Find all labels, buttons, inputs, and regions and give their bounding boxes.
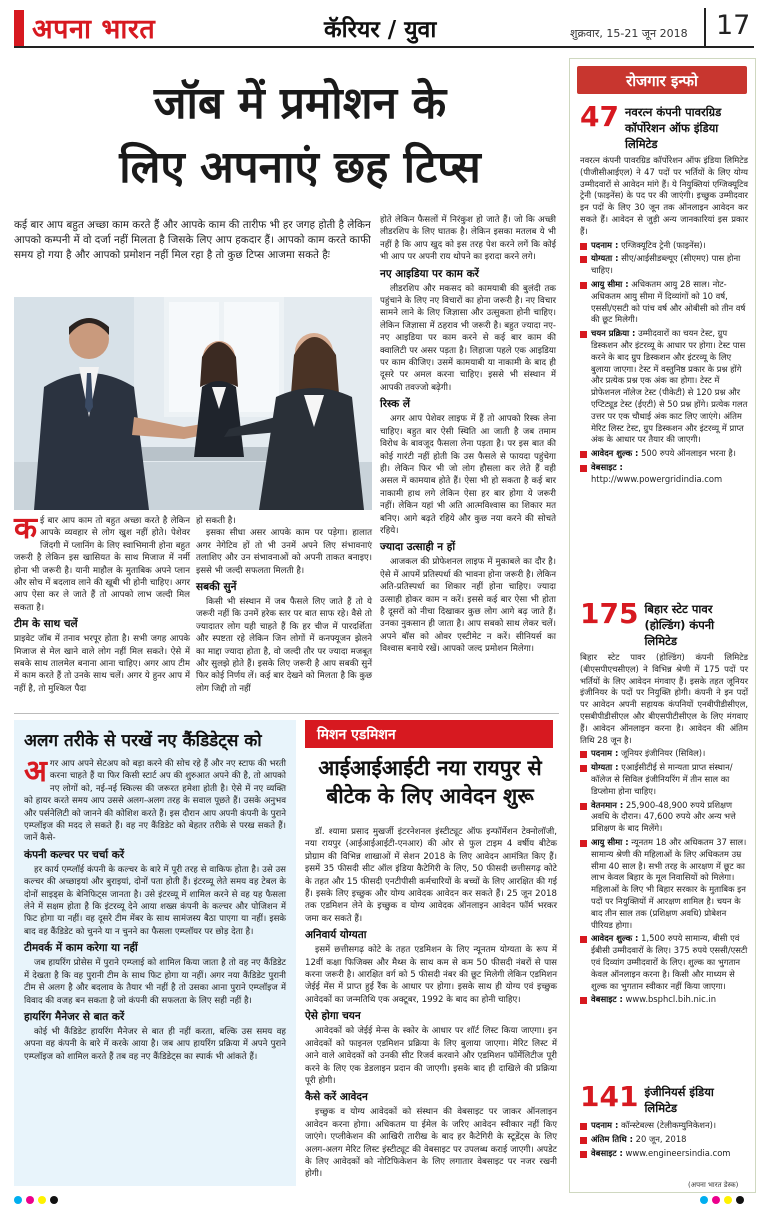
detail-label: आवेदन शुल्क : (591, 448, 639, 459)
sidebar-title: रोजगार इन्फो (577, 66, 747, 94)
job-count: 175 (580, 597, 639, 630)
detail-value: सीए/आईसीडब्ल्यूए (सीएमए) पास होना चाहिए। (591, 253, 741, 276)
detail-label: योग्यता : (591, 253, 619, 264)
bullet-icon (580, 936, 587, 943)
job-detail-item (580, 462, 748, 486)
article-column-1 (14, 511, 190, 695)
detail-label: पदनाम : (591, 239, 619, 250)
detail-value: 500 रुपये ऑनलाइन भरना है। (641, 448, 736, 459)
job-description: बिहार स्टेट पावर (होल्डिंग) कंपनी लिमिटेड (बीएसपीएचसीएल) ने विभिन्न श्रेणी में 175 पदों पर भर्तियों के लिए आवेदन मंगवाए हैं। इसके तहत जूनियर इंजीनियर के पदों पर नियुक्ति होगी। कंपनी ने इन पदों पर आवेदन अपनी सहायक कंपनियों एनबीपीडीसीएल, एसबीपीडीसीएल और बीएसपीटीसीएल के लिए मंगवाए हैं। आवेदन ऑनलाइन करना है। आवेदन की अंतिम तिथि 28 जून है। (580, 652, 748, 745)
subheading-listen: सबकी सुनें (196, 581, 237, 594)
article-paragraph: इच्छुक व योग्य आवेदकों को संस्थान की वेबसाइट पर जाकर ऑनलाइन आवेदन करना होगा। अधिकतम या ईमेल के जरिए आवेदन स्वीकार नहीं किए जाएंगे। एप्लीकेशन की आखिरी तारीख के बाद हर कैटेगिरी के स्टूडेंट्स के लिए अलग-अलग मेरिट लिस्ट इंस्टीट्यूट की वेबसाइट पर उपलब्ध कराई जाएगी। अपडेट के लिए आवेदकों को नोटिफिकेशन के लिए लगातार वेबसाइट पर नजर रखनी होगी। (305, 1107, 557, 1180)
masthead-divider (704, 8, 706, 48)
job-detail-item (580, 837, 748, 931)
subheading-selection: ऐसे होगा चयन (305, 1010, 361, 1023)
bullet-icon (580, 331, 587, 338)
bullet-icon (580, 751, 587, 758)
detail-label: पदनाम : (591, 1120, 619, 1130)
article-paragraph: लीडरशिप और मकसद को कामयाबी की बुलंदी तक पहुंचाने के लिए नए विचारों का होना जरूरी है। नए विचार सामने लाने के लिए जिज्ञासा और उत्सुकता होनी चाहिए। लेकिन जिज्ञासा में ठहराव भी जरूरी है। बहुत ज्यादा नए-नए आइडिया पर काम करने से कई बार काम की क्वालिटी पर असर पड़ता है। लिहाजा पहले एक आइडिया पर काम कीजिए। उसमें कामयाबी या नाकामी के बाद ही दूसरे पर अमल करना चाहिए। इससे भी संस्थान में आपकी तवज्जो बढ़ेगी। (380, 283, 556, 393)
detail-value: 1,500 रुपये सामान्य, बीसी एवं ईबीसी उम्मीदवारों के लिए। 375 रुपये एससी/एसटी एवं दिव्यांग उम्मीदवारों के लिए। शुल्क का भुगतान केवल ऑनलाइन करना है। किसी और माध्यम से शुल्क का भुगतान स्वीकार नहीं किया जाएगा। (591, 933, 748, 991)
job-detail-item (580, 253, 748, 277)
drop-cap: क (14, 511, 38, 546)
headline-line-1: जॉब में प्रमोशन के (153, 78, 447, 129)
job-detail-item (580, 994, 748, 1006)
job-detail-item (580, 448, 748, 460)
job-title: बिहार स्टेट पावर (होल्डिंग) कंपनी लिमिटेड (644, 602, 715, 648)
job-details (580, 748, 748, 1006)
section-title: कॅरियर / युवा (324, 16, 437, 43)
article-column-3 (380, 214, 556, 656)
main-headline (40, 72, 560, 200)
detail-label: आवेदन शुल्क : (591, 933, 639, 944)
detail-label: पदनाम : (591, 748, 619, 759)
detail-label: आयु सीमा : (591, 836, 629, 847)
mission-headline: आईआईआईटी नया रायपुर से बीटेक के लिए आवेदन शुरू (318, 755, 542, 808)
job-detail-item (580, 1120, 748, 1132)
print-color-marks (14, 1196, 58, 1204)
bullet-icon (580, 997, 587, 1004)
subheading-how-to-apply: कैसे करें आवेदन (305, 1091, 368, 1104)
subheading-teamwork: टीमवर्क में काम करेगा या नहीं (24, 942, 138, 955)
box-headline: अलग तरीके से परखें नए कैंडिडेट्स को (24, 731, 262, 751)
bullet-icon (580, 1123, 587, 1130)
section-divider (14, 713, 559, 714)
article-paragraph: कोई भी कैंडिडेट हायरिंग मैनेजर से बात ही नहीं करता, बल्कि उस समय वह अपना वह कंपनी के बारे में करके आया है। जब आप हायरिंग प्रक्रिया में अपने पुराने एम्प्लॉइज को शामिल करते हैं तब वह नए कैंडिडेट्स का स्पार्क भी आंकते हैं। (24, 1026, 286, 1062)
detail-value: न्यूनतम 18 और अधिकतम 37 साल। सामान्य श्रेणी की महिलाओं के लिए अधिकतम उम्र सीमा 40 साल है। सभी तरह के आरक्षण में छूट का लाभ केवल बिहार के मूल निवासियों को मिलेगा। महिलाओं के लिए भी बिहार सरकार के मुताबिक इन पदों पर नियुक्तियों में आरक्षण शामिल है। चयन के बाद तीन साल तक (प्रशिक्षण अवधि) प्रोबेशन पीरियड होगा। (591, 836, 747, 930)
page-number: 17 (716, 10, 751, 41)
bullet-icon (580, 1151, 587, 1158)
box-body (24, 754, 286, 1063)
article-paragraph: हो सकती है। (196, 516, 236, 526)
article-paragraph: जब हायरिंग प्रोसेस में पुराने एम्प्लाई को शामिल किया जाता है तो वह नए कैंडिडेट में देखता है कि वह पुरानी टीम के साथ फिट होगा या नहीं। अगर नया कैंडिडेट पुरानी टीम से अलग है और बदलाव के तैयार भी नहीं है तो उसका आना पुराने एम्प्लॉइज में विवाद की वजह बन सकता है जो कंपनी की सफलता के लिए सही नहीं है। (24, 958, 286, 1006)
detail-value: उम्मीदवारों का चयन टेस्ट, ग्रुप डिस्कशन और इंटरव्यू के आधार पर होगा। टेस्ट पास करने के बाद ग्रुप डिस्कशन और इंटरव्यू के लिए बुलाया जाएगा। टेस्ट में वस्तुनिष्ठ प्रकार के प्रश्न होंगे और प्रत्येक प्रश्न एक अंक का होगा। टेस्ट में प्रोफेशनल नॉलेज टेस्ट (पीकेटी) से 120 प्रश्न और एप्टिट्यूड टेस्ट (ईएटी) से 50 प्रश्न होंगे। प्रत्येक गलत उत्तर पर एक चौथाई अंक काट लिए जाएंगे। अंतिम मेरिट लिस्ट टेस्ट, ग्रुप डिस्कशन और इंटरव्यू में प्राप्त अंक के आधार पर तैयार की जाएगी। (591, 328, 748, 445)
subheading-team: टीम के साथ चलें (14, 618, 78, 631)
job-details (580, 1120, 748, 1159)
mission-body (305, 826, 557, 1181)
job-detail-item (580, 279, 748, 326)
detail-value: 20 जून, 2018 (635, 1133, 687, 1144)
article-paragraph: हर कार्य एम्प्लॉई कंपनी के कल्चर के बारे में पूरी तरह से वाकिफ होता है। उसे उस कल्चर की अच्छाइयां और बुराइयां, दोनों पता होती हैं। इंटरव्यू लेते समय वह टेबल के दोनों साइड्स के बेनिफिट्स जानता है। उसे इंटरव्यू में शामिल करने से वह यह फैसला लेने में सक्षम होता है कि इंटरव्यू देने आया शख्स कंपनी के कल्चर और पोजिशन में फिट होगा या नहीं। वह दूसरे टीम मेंबर के साथ सामंजस्य बैठा पाएगा या नहीं। इसके बाद वह कैंडिडेट को चुनने या न चुनने का फैसला एम्प्लॉयर पर छोड़ देता है। (24, 864, 286, 937)
job-listing-3 (580, 1080, 748, 1161)
job-detail-item (580, 1134, 748, 1146)
bullet-icon (580, 282, 587, 289)
bullet-icon (580, 765, 587, 772)
job-title: नवरत्न कंपनी पावरग्रिड कॉर्पोरेशन ऑफ इंडिया लिमिटेड (624, 105, 722, 151)
job-detail-item (580, 240, 748, 252)
job-detail-item (580, 933, 748, 992)
article-paragraph: होते लेकिन फैसलों में निरंकुश हो जाते हैं। जो कि अच्छी लीडरशिप के लिए घातक है। लेकिन इसका मतलब ये भी नहीं है कि आप खुद को इस तरह पेश करने लगें कि कोई भी आप पर अपनी राय थोपने का इरादा करने लगे। (380, 215, 556, 263)
job-title: इंजीनियर्स इंडिया लिमिटेड (644, 1085, 714, 1115)
detail-label: चयन प्रक्रिया : (591, 328, 636, 339)
detail-value: एग्जिक्यूटिव ट्रेनी (फाइनेंस)। (620, 239, 706, 250)
detail-label: अंतिम तिथि : (591, 1133, 633, 1144)
job-description: नवरत्न कंपनी पावरग्रिड कॉर्पोरेशन ऑफ इंडिया लिमिटेड (पीजीसीआईएल) ने 47 पदों पर भर्तियों के लिए योग्य उम्मीदवारों से आवेदन मांगे हैं। ये नियुक्तियां एग्जिक्यूटिव ट्रेनी (फाइनेंस) के पद पर की जाएंगी। इच्छुक उम्मीदवार इन पदों के लिए 30 जून तक ऑनलाइन आवेदन कर सकते हैं। आवेदन से जुड़ी अन्य जानकारियां इस प्रकार हैं। (580, 155, 748, 236)
detail-value: एआईसीटीई से मान्यता प्राप्त संस्थान/कॉलेज से सिविल इंजीनियरिंग में तीन साल का डिप्लोमा होना चाहिए। (591, 762, 733, 796)
article-paragraph: ई बार आप काम तो बहुत अच्छा करते है लेकिन आपके व्यवहार से लोग खुश नहीं होते। पेशेवर जिंदगी में प्लानिंग के लिए स्वाभिमानी होना बहुत जरूरी है लेकिन इस खासियत के साथ मिजाज में नर्मी होना भी जरूरी है। यानी माहौल के मुताबिक अपने प्लान और सोच में बदलाव लाने की खूबी भी होनी चाहिए। अगर आप ऐसा कर ले जाते हैं तो आपको लाभ जल्दी मिल सकता है। (14, 516, 190, 613)
mission-admission-tag: मिशन एडमिशन (305, 720, 553, 748)
candidates-box (14, 720, 296, 1186)
article-paragraph: इसका सीधा असर आपके काम पर पड़ेगा। हालात अगर नेगेटिव हों तो भी उनमें अपने लिए संभावनाएं तलाशिए और उन संभावनाओं को अपनी ताकत बनाइए। इससे भी जल्दी सफलता मिलती है। (196, 528, 372, 576)
subheading-risk: रिस्क लें (380, 398, 410, 411)
job-detail-item (580, 800, 748, 835)
article-paragraph: डॉ. श्यामा प्रसाद मुखर्जी इंटरनेशनल इंस्टीट्यूट ऑफ इन्फॉर्मेशन टेक्नोलॉजी, नया रायपुर (आईआईआईटी-एनआर) की ओर से फुल टाइम 4 वर्षीय बीटेक प्रोग्राम की विभिन्न शाखाओं में सेशन 2018 के लिए आवेदन आमंत्रित किए हैं। इसमें 35 फीसदी सीट ऑल इंडिया कैटेगिरी के लिए, 50 फीसदी छत्तीसगढ़ कोटे के तहत और 15 फीसदी एनटीपीसी कर्मचारियों के बच्चों के लिए आरक्षित की गई हैं। इसके लिए इच्छुक और योग्य आवेदक आवेदन कर सकते हैं। 25 जून 2018 तक एडमिशन लेने के इच्छुक व योग्य आवेदक ऑनलाइन आवेदन फॉर्म भरकर जमा कर सकते हैं। (305, 827, 557, 924)
subheading-excitement: ज्यादा उत्साही न हों (380, 541, 456, 554)
detail-label: योग्यता : (591, 762, 619, 773)
article-intro: कई बार आप बहुत अच्छा काम करते हैं और आपके काम की तारीफ भी हर जगह होती है लेकिन आपको कम्पनी में वो दर्जा नहीं मिलता है जिसके लिए आप हकदार हैं। आपको काम करते काफी समय हो गया है और आपको प्रमोशन नहीं मिल रहा है तो कुछ टिप्स आजमा सकते हैः (14, 219, 371, 261)
job-details (580, 240, 748, 486)
subheading-company-culture: कंपनी कल्चर पर चर्चा करें (24, 848, 125, 861)
masthead (14, 8, 754, 48)
subheading-new-idea: नए आइडिया पर काम करें (380, 267, 479, 280)
bullet-icon (580, 465, 587, 472)
detail-value: 25,900-48,900 रुपये प्रशिक्षण अवधि के दौरान। 47,600 रुपये और अन्य भत्ते प्रशिक्षण के बाद मिलेंगे। (591, 799, 736, 834)
drop-cap: अ (24, 754, 47, 789)
detail-label: वेबसाइट : (591, 1147, 623, 1158)
subheading-hiring-manager: हायरिंग मैनेजर से बात करें (24, 1010, 125, 1023)
issue-date: शुक्रवार, 15-21 जून 2018 (570, 27, 688, 40)
article-paragraph: किसी भी संस्थान में जब फैसले लिए जाते हैं तो ये जरूरी नहीं कि उनमें हरेक स्तर पर बात साफ रहे। वैसे तो ज्यादातर लोग यही चाहते हैं कि हर चीज में पारदर्शिता और स्पष्टता रहे लेकिन जिन लोगों में कनफ्यूजन झेलने का माद्दा ज्यादा होता है, वो जल्दी तौर पर ज्यादा मजबूत और सुलझे होते हैं। इसके लिए जरूरी है आप सबकी सुनें फिर कोई निर्णय लें। कई बार देखने को मिलता है कि कुछ लोग जिद्दी तो नहीं (196, 597, 372, 694)
detail-value: कॉन्स्टेबल्स (टेलीकम्युनिकेशन)। (620, 1120, 717, 1130)
detail-value[interactable]: www.engineersindia.com (625, 1147, 731, 1158)
article-paragraph: अगर आप पेशेवर लाइफ में हैं तो आपको रिस्क लेना चाहिए। बहुत बार ऐसी स्थिति आ जाती है जब तमाम विरोध के बावजूद फैसला लेना पड़ता है। पर इस बात की कोई गारंटी नहीं होती कि उस फैसले से फायदा पहुंचेगा ही। लेकिन फिर भी जो लोग हौसला कर लेते हैं वही असल में कामयाब होते हैं। ऐसा भी हो सकता है कई बार नाकामी हाथ लगे लेकिन ऐसा हर बार होगा ये जरूरी नहीं। लेकिन यहां भी अति आत्मविश्वास का शिकार मत बनिए। आगे बढ़ते रहिये और कुछ नया करने की सोचते रहिये। (380, 414, 556, 536)
detail-label: आयु सीमा : (591, 278, 629, 289)
article-paragraph: इसमें छत्तीसगढ़ कोटे के तहत एडमिशन के लिए न्यूनतम योग्यता के रूप में 12वीं कक्षा फिजिक्स और मैथ्स के साथ कम से कम 50 फीसदी नंबरों से पास करना जरूरी है। आरक्षित वर्ग को 5 फीसदी नंबर की छूट मिलेगी लेकिन एडमिशन जेईई मेंस में प्राप्त हुई रैंक के आधार पर होगा। इसके साथ ही योग्य एवं इच्छुक आवेदकों का जन्मतिथि एक अक्टूबर, 1992 के बाद का होनी चाहिए। (305, 945, 557, 1005)
print-color-marks-right (700, 1196, 744, 1204)
job-count: 47 (580, 100, 619, 133)
office-meeting-illustration (14, 297, 372, 510)
logo-accent-bar (14, 10, 24, 46)
article-paragraph: आवेदकों को जेईई मेन्स के स्कोर के आधार पर शॉर्ट लिस्ट किया जाएगा। इन आवेदकों को फाइनल एडमिशन प्रक्रिया के लिए बुलाया जाएगा। मेरिट लिस्ट में आने वाले आवेदकों को उनकी सीट रिजर्व करवाने और एडमिशन फॉर्मेलिटीज पूरी करने के लिए एक डेडलाइन प्रदान की जाएगी। इसके बाद ही दाखिले की प्रक्रिया पूरी होगी। (305, 1026, 557, 1086)
bullet-icon (580, 1137, 587, 1144)
job-count: 141 (580, 1080, 639, 1113)
job-listing-1 (580, 100, 748, 488)
article-paragraph: गर आप अपने सेटअप को बड़ा करने की सोच रहे हैं और नए स्टाफ की भरती करना चाहते हैं या फिर किसी स्टार्ट अप की शुरुआत अपने की है, तो आपको नए लोगों को, नई-नई स्किल्स की जरूरत हमेशा होती है। ऐसे में नए व्यक्ति को हायर करते समय आप उससे अलग-अलग तरह के सवाल पूछते हैं। उसके अनुभव और पर्सनेलिटी को जानने की कोशिश करते हैं। इस दौरान आप अपनी कंपनी के पुराने एम्प्लॉइज की मदद ले सकते हैं। वह नए कैंडिडेट को बेहतर तरीके से परख सकते हैं। जानें कैसे- (24, 759, 286, 844)
job-detail-item (580, 748, 748, 760)
handshake-photo (14, 297, 372, 510)
detail-value: अधिकतम आयु 28 साल। नोट- अधिकतम आयु सीमा में दिव्यांगों को 10 वर्ष, एससी/एसटी को पांच वर्ष और ओबीसी को तीन वर्ष की छूट मिलेगी। (591, 278, 746, 325)
subheading-eligibility: अनिवार्य योग्यता (305, 929, 367, 942)
newspaper-logo: अपना भारत (32, 14, 156, 45)
bullet-icon (580, 803, 587, 810)
job-listing-2 (580, 597, 748, 1008)
job-detail-item (580, 762, 748, 797)
headline-line-2: लिए अपनाएं छह टिप्स (119, 142, 481, 193)
bullet-icon (580, 840, 587, 847)
bullet-icon (580, 256, 587, 263)
detail-value: जूनियर इंजीनियर (सिविल)। (620, 748, 706, 759)
detail-label: वेबसाइट : (591, 461, 623, 472)
detail-value[interactable]: http://www.powergridindia.com (591, 473, 723, 484)
job-detail-item (580, 1148, 748, 1160)
bullet-icon (580, 451, 587, 458)
article-paragraph: आजकल की प्रोफेशनल लाइफ में मुकाबले का दौर है। ऐसे में आपमें प्रतिस्पर्धा की भावना होना जरूरी है। लेकिन अति-प्रतिस्पर्धा का शिकार नहीं होना चाहिए। ज्यादा उत्साही होकर काम न करें। इससे कई बार ऐसा भी होता है दूसरों को नीचा दिखाकर कुछ लोग आगे बढ़ जाते हैं। उनका नुकसान ही जाता है। आप सबको साथ लेकर चलें। अपने बॉस को ओवर एस्टीमेट न करें। सीनियर्स का विश्वास बनाये रखें। आपको जल्द प्रमोशन मिलेगा। (380, 557, 556, 655)
detail-label: वेतनमान : (591, 799, 624, 810)
detail-label: वेबसाइट : (591, 994, 623, 1005)
desk-credit: (अपना भारत डेस्क) (688, 1181, 739, 1189)
article-paragraph: प्राइवेट जॉब में तनाव भरपूर होता है। सभी जगह आपके मिजाज से मेल खाने वाले लोग नहीं मिल सकते। ऐसे में सबके साथ तालमेल बनाना आना चाहिए। अगर आप टीम में काम करते हैं तो उनके साथ चलें। अगर ये हुनर आप में नहीं है, तो मुश्किल पैदा (14, 634, 190, 694)
article-column-2 (196, 515, 372, 695)
detail-value[interactable]: www.bsphcl.bih.nic.in (625, 994, 717, 1005)
bullet-icon (580, 243, 587, 250)
job-detail-item (580, 328, 748, 446)
